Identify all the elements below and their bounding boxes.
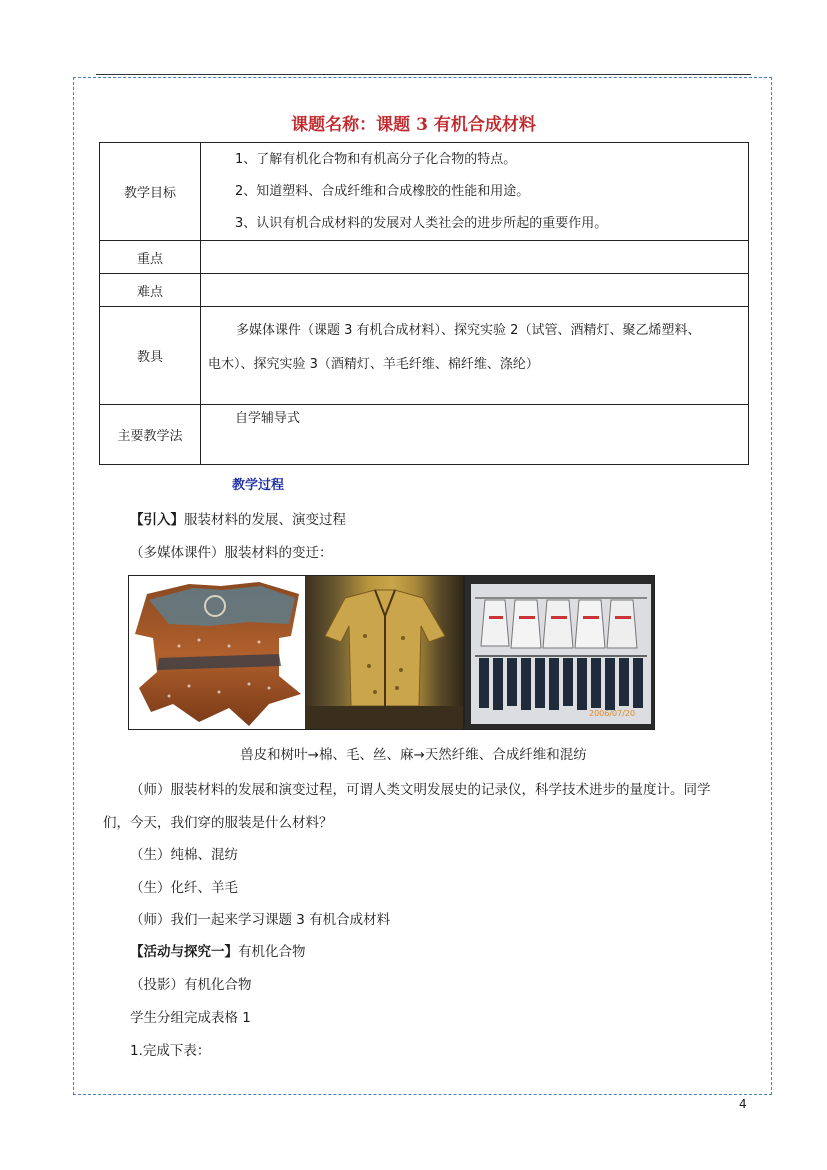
page-number: 4 bbox=[739, 1097, 747, 1111]
intro-paragraph bbox=[130, 508, 346, 528]
method-row bbox=[100, 405, 749, 465]
lesson-title: 课题名称：课题 3 有机合成材料 bbox=[291, 115, 536, 135]
teacher-line-2: （师）我们一起来学习课题 3 有机合成材料 bbox=[130, 912, 391, 928]
goal-item: 1、了解有机化合物和有机高分子化合物的特点。 bbox=[235, 151, 517, 167]
goals-cell bbox=[201, 143, 749, 241]
group-task-line: 学生分组完成表格 1 bbox=[130, 1010, 251, 1026]
student-answer-2: （生）化纤、羊毛 bbox=[130, 880, 238, 896]
header-rule bbox=[96, 74, 751, 75]
goal-item: 3、认识有机合成材料的发展对人类社会的进步所起的重要作用。 bbox=[235, 215, 608, 231]
focus-value bbox=[201, 241, 749, 274]
silk-robe-illustration bbox=[305, 576, 463, 729]
focus-label: 重点 bbox=[100, 241, 201, 274]
modern-jackets-rack-image bbox=[463, 576, 654, 729]
tools-cell bbox=[201, 307, 749, 405]
photo-date-stamp: 2006/07/20 bbox=[589, 709, 636, 718]
process-title: 教学过程 bbox=[232, 478, 285, 493]
complete-table-line: 1.完成下表： bbox=[130, 1043, 211, 1059]
activity-tag: 【活动与探究一】 bbox=[130, 944, 238, 960]
jackets-rack-illustration bbox=[465, 576, 654, 729]
image-caption: 兽皮和树叶→棉、毛、丝、麻→天然纤维、合成纤维和混纺 bbox=[240, 747, 587, 763]
teacher-paragraph-line1: （师）服装材料的发展和演变过程，可谓人类文明发展史的记录仪，科学技术进步的量度计。同学 bbox=[130, 782, 711, 798]
animal-hide-garment-image bbox=[129, 576, 305, 729]
intro-tag: 【引入】 bbox=[130, 512, 184, 528]
method-label: 主要教学法 bbox=[100, 405, 201, 465]
multimedia-line: （多媒体课件）服装材料的变迁： bbox=[130, 545, 333, 561]
tools-line: 电木）、探究实验 3（酒精灯、羊毛纤维、棉纤维、涤纶） bbox=[208, 357, 539, 372]
method-value: 自学辅导式 bbox=[201, 405, 749, 465]
animal-hide-illustration bbox=[129, 576, 305, 729]
difficulty-label: 难点 bbox=[100, 274, 201, 307]
difficulty-row bbox=[100, 274, 749, 307]
focus-row bbox=[100, 241, 749, 274]
tools-row bbox=[100, 307, 749, 405]
ancient-silk-robe-image bbox=[305, 576, 463, 729]
teacher-paragraph-line2: 们，今天，我们穿的服装是什么材料？ bbox=[103, 815, 333, 831]
activity-heading bbox=[130, 940, 306, 960]
difficulty-value bbox=[201, 274, 749, 307]
activity-text: 有机化合物 bbox=[238, 944, 306, 960]
clothing-evolution-images bbox=[128, 575, 655, 730]
intro-text: 服装材料的发展、演变过程 bbox=[184, 512, 346, 528]
tools-line: 多媒体课件（课题 3 有机合成材料）、探究实验 2（试管、酒精灯、聚乙烯塑料、 bbox=[236, 323, 701, 338]
goal-item: 2、知道塑料、合成纤维和合成橡胶的性能和用途。 bbox=[235, 183, 530, 199]
lesson-plan-table bbox=[99, 142, 749, 465]
tools-label: 教具 bbox=[100, 307, 201, 405]
goals-label: 教学目标 bbox=[100, 143, 201, 241]
student-answer-1: （生）纯棉、混纺 bbox=[130, 847, 238, 863]
goals-row bbox=[100, 143, 749, 241]
projection-line: （投影）有机化合物 bbox=[130, 977, 252, 993]
